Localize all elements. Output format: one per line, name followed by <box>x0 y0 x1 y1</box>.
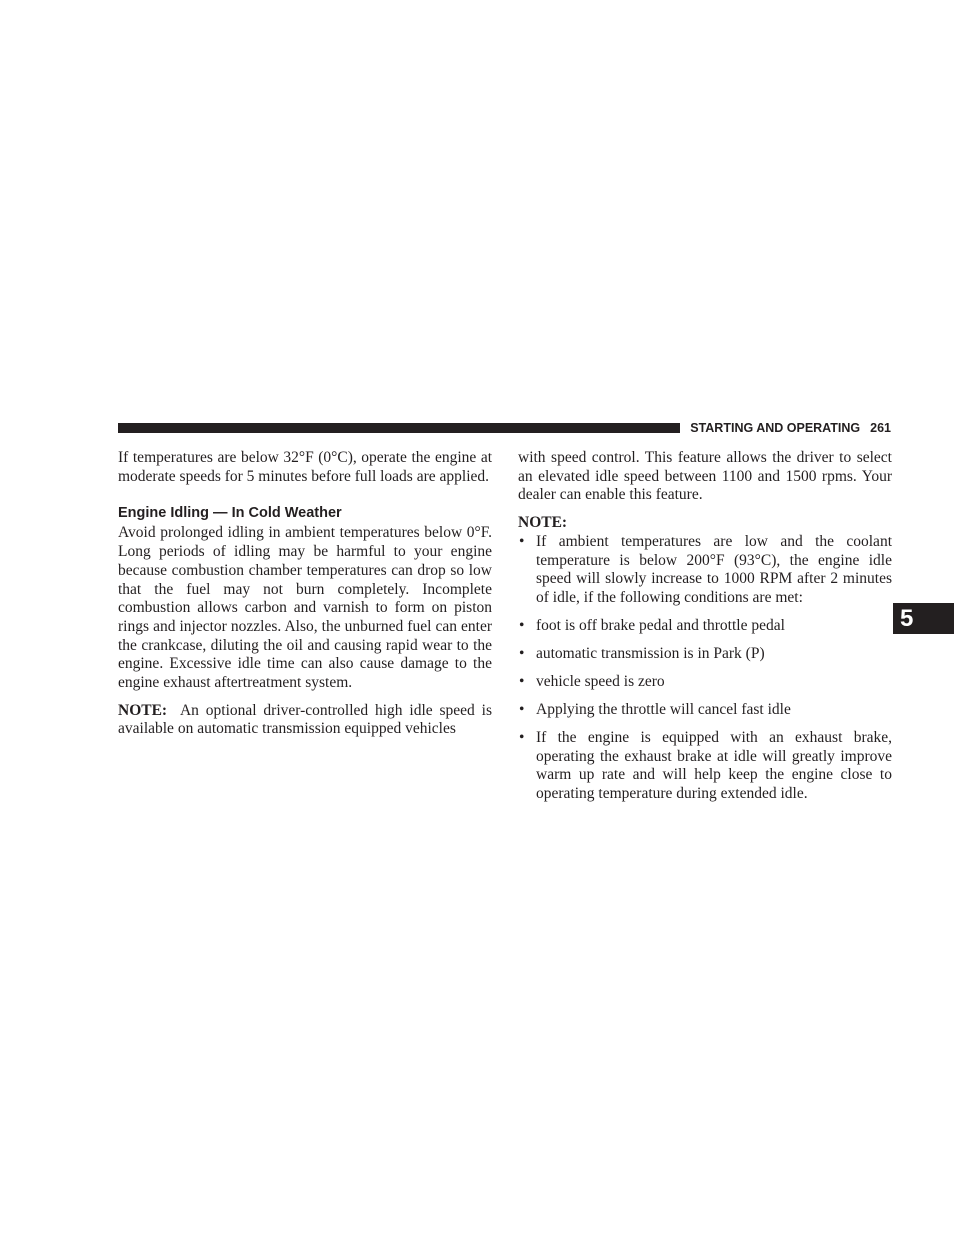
section-heading: Engine Idling — In Cold Weather <box>118 505 342 522</box>
note-text: An optional driver-controlled high idle speed is available on automatic transmission equipped vehicles <box>118 701 492 738</box>
bullet-icon: • <box>519 672 525 690</box>
list-item <box>518 617 892 636</box>
list-item-text: If the engine is equipped with an exhaust brake, operating the exhaust brake at idle will greatly improve warm up rate and will help keep the engine close to operating temperature during extended idle. <box>536 728 892 803</box>
list-item <box>518 673 892 692</box>
right-column <box>518 449 892 813</box>
body-paragraph: Avoid prolonged idling in ambient temperatures below 0°F. Long periods of idling may be harmful to your engine because combustion chamber temperatures can drop so low that the fuel may not burn completely. Incomplete combustion allows carbon and varnish to form on piston rings and injector nozzles. Also, the unburned fuel can enter the crankcase, diluting the oil and causing rapid wear to the engine. Excessive idle time can also cause damage to the engine exhaust aftertreatment system. <box>118 524 492 692</box>
bullet-icon: • <box>519 728 525 746</box>
list-item-text: Applying the throttle will cancel fast idle <box>536 700 791 718</box>
header-rule <box>118 423 680 433</box>
bullet-icon: • <box>519 700 525 718</box>
list-item <box>518 701 892 720</box>
note-label: NOTE: <box>118 701 168 719</box>
list-item <box>518 729 892 804</box>
note-paragraph <box>118 702 492 739</box>
list-item-text: foot is off brake pedal and throttle pedal <box>536 616 785 634</box>
section-title: STARTING AND OPERATING <box>690 421 861 435</box>
list-item-text: vehicle speed is zero <box>536 672 665 690</box>
running-header <box>686 419 891 437</box>
list-item <box>518 645 892 664</box>
list-item-text: If ambient temperatures are low and the coolant temperature is below 200°F (93°C), the engine idle speed will slowly increase to 1000 RPM after 2 minutes of idle, if the following conditions are met: <box>536 532 892 606</box>
chapter-tab <box>893 603 954 634</box>
bullet-icon: • <box>519 644 525 662</box>
list-item <box>518 533 892 608</box>
chapter-number: 5 <box>900 605 914 632</box>
list-item-text: automatic transmission is in Park (P) <box>536 644 765 662</box>
intro-paragraph: If temperatures are below 32°F (0°C), operate the engine at moderate speeds for 5 minutes before full loads are applied. <box>118 449 492 485</box>
page-number: 261 <box>870 421 891 435</box>
bullet-icon: • <box>519 616 525 634</box>
bullet-list <box>518 533 892 804</box>
left-column <box>118 449 492 748</box>
continued-paragraph: with speed control. This feature allows the driver to select an elevated idle speed between 1100 and 1500 rpms. Your dealer can enable this feature. <box>518 449 892 504</box>
bullet-icon: • <box>519 532 525 550</box>
note-heading: NOTE: <box>518 514 568 532</box>
